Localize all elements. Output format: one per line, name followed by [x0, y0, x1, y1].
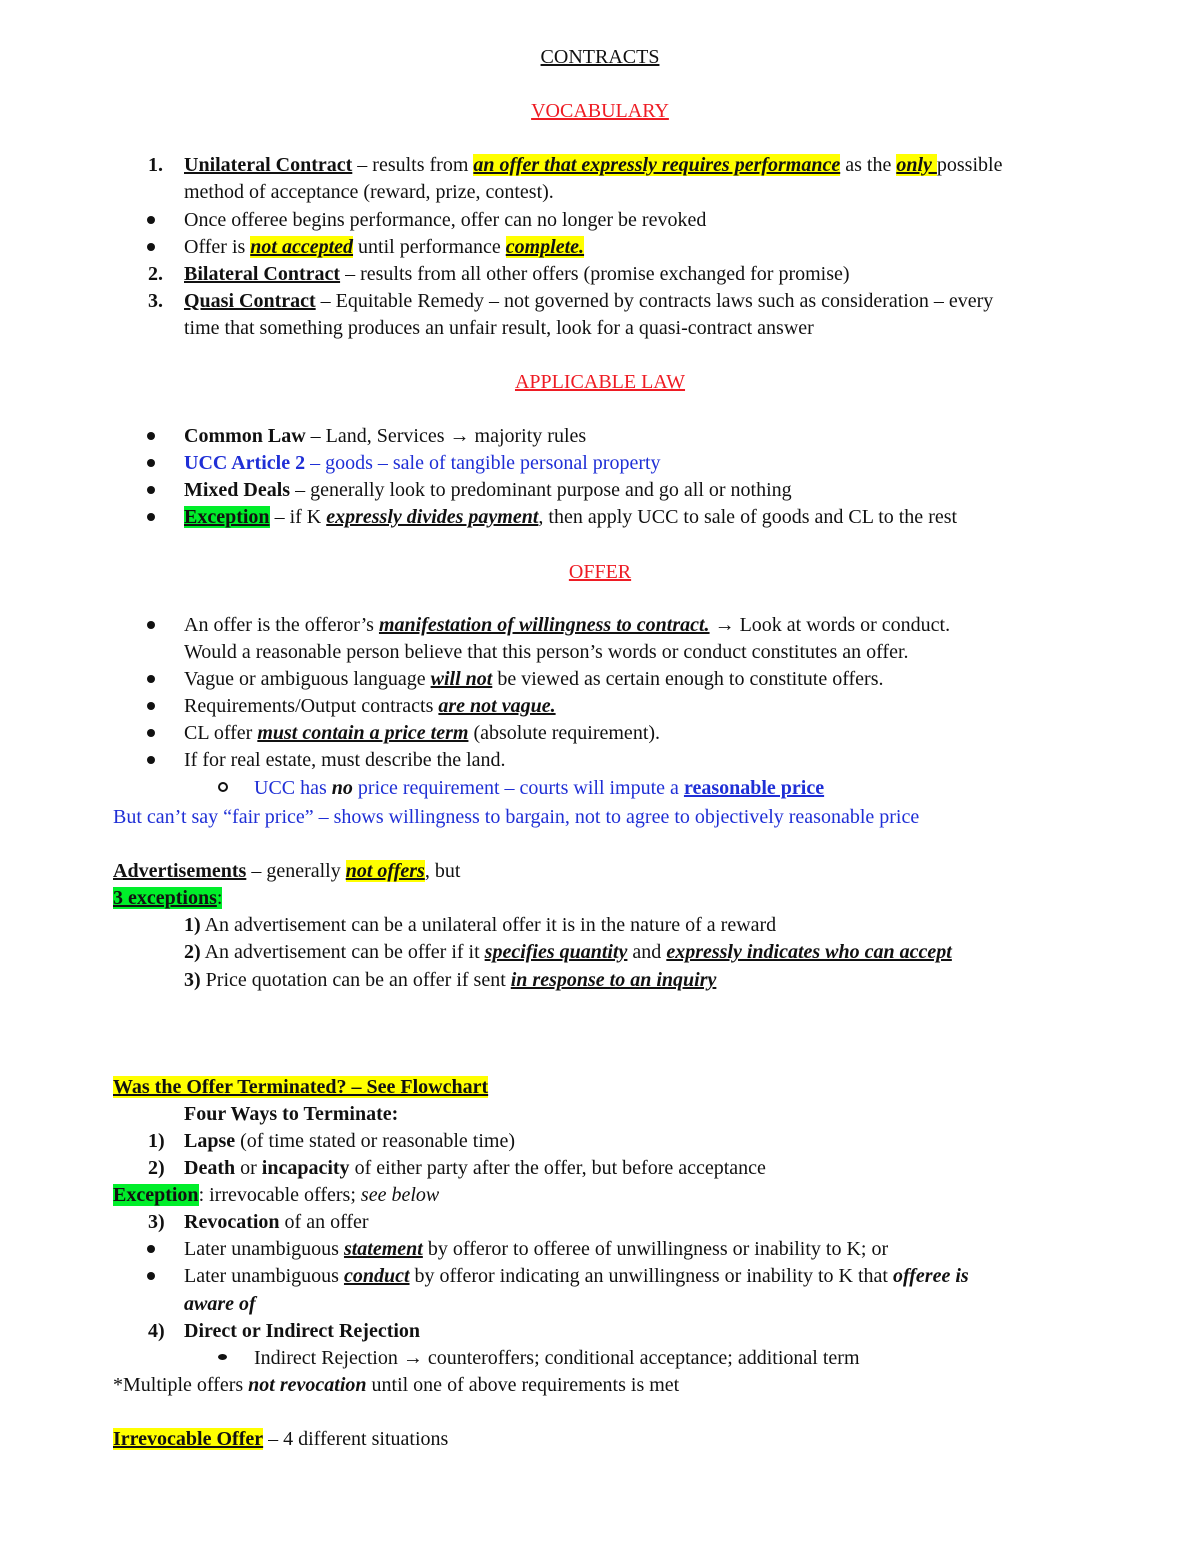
highlight-3-exceptions: 3 exceptions: [113, 887, 217, 909]
exception-item-3: 3) Price quotation can be an offer if sent in response to an inquiry: [184, 969, 717, 991]
list-number: 3): [148, 1211, 165, 1233]
highlight-not-offers: not offers: [345, 860, 425, 882]
exceptions-heading: 3 exceptions:: [113, 887, 223, 909]
bullet-icon: [147, 513, 155, 521]
highlight-expressly-requires: an offer that expressly requires performance: [473, 154, 841, 176]
highlight-complete: complete.: [505, 236, 585, 258]
bullet-icon: [147, 1245, 155, 1253]
list-item: Offer is not accepted until performance complete.: [184, 236, 585, 258]
highlight-exception: Exception: [113, 1184, 199, 1206]
bullet-icon: [147, 243, 155, 251]
document-title: CONTRACTS: [540, 46, 660, 68]
highlight-only: only: [896, 154, 937, 176]
revocation-item: Revocation of an offer: [184, 1211, 369, 1233]
circle-bullet-icon: [218, 782, 228, 792]
fair-price-note: But can’t say “fair price” – shows willingness to bargain, not to agree to objectively reasonable price: [113, 806, 920, 828]
list-number: 1): [148, 1130, 165, 1152]
section-heading-applicable-law: APPLICABLE LAW: [514, 371, 686, 393]
term-common-law: Common Law: [184, 425, 306, 447]
termination-heading: Was the Offer Terminated? – See Flowchart: [113, 1076, 489, 1098]
bullet-icon: [147, 432, 155, 440]
list-number: 2): [148, 1157, 165, 1179]
list-number: 4): [148, 1320, 165, 1342]
list-item: Requirements/Output contracts are not vague.: [184, 695, 556, 717]
common-law-item: Common Law – Land, Services → majority rules: [184, 425, 587, 447]
list-number: 3.: [148, 290, 163, 312]
bullet-icon: [147, 486, 155, 494]
term-ucc-article-2: UCC Article 2: [184, 452, 306, 474]
multiple-offers-note: *Multiple offers not revocation until one of above requirements is met: [113, 1374, 680, 1396]
list-item: CL offer must contain a price term (absolute requirement).: [184, 722, 661, 744]
term-unilateral-contract: Unilateral Contract: [184, 154, 353, 176]
quasi-contract-item: Quasi Contract – Equitable Remedy – not governed by contracts laws such as consideration – every: [184, 290, 994, 312]
advertisements-line: Advertisements – generally not offers, but: [113, 860, 461, 882]
list-item: Later unambiguous conduct by offeror indicating an unwillingness or inability to K that offeree is: [184, 1265, 969, 1287]
lapse-item: Lapse (of time stated or reasonable time): [184, 1130, 516, 1152]
indirect-rejection-subitem: Indirect Rejection → counteroffers; conditional acceptance; additional term: [254, 1347, 860, 1369]
termination-exception-line: Exception: irrevocable offers; see below: [113, 1184, 440, 1206]
list-item: Later unambiguous statement by offeror to offeree of unwillingness or inability to K; or: [184, 1238, 889, 1260]
list-item-line2: Would a reasonable person believe that this person’s words or conduct constitutes an offer.: [184, 641, 909, 663]
highlight-irrevocable-offer: Irrevocable Offer: [113, 1428, 264, 1450]
bullet-icon: [147, 675, 155, 683]
four-ways-heading: Four Ways to Terminate:: [184, 1103, 399, 1125]
bullet-icon: [147, 756, 155, 764]
bullet-icon: [147, 702, 155, 710]
bullet-icon: [147, 216, 155, 224]
quasi-contract-line2: time that something produces an unfair result, look for a quasi-contract answer: [184, 317, 814, 339]
mixed-deals-item: Mixed Deals – generally look to predominant purpose and go all or nothing: [184, 479, 792, 501]
section-heading-vocabulary: VOCABULARY: [531, 100, 669, 122]
bullet-icon: [147, 459, 155, 467]
bullet-icon: [218, 1354, 227, 1360]
term-bilateral-contract: Bilateral Contract: [184, 263, 341, 285]
list-number: 2.: [148, 263, 163, 285]
death-incapacity-item: Death or incapacity of either party after the offer, but before acceptance: [184, 1157, 766, 1179]
rejection-item: Direct or Indirect Rejection: [184, 1320, 421, 1342]
irrevocable-offer-line: Irrevocable Offer – 4 different situations: [113, 1428, 449, 1450]
unilateral-contract-line2: method of acceptance (reward, prize, contest).: [184, 181, 554, 203]
list-item: An offer is the offeror’s manifestation of willingness to contract. → Look at words or conduct.: [184, 614, 951, 636]
term-quasi-contract: Quasi Contract: [184, 290, 316, 312]
term-mixed-deals: Mixed Deals: [184, 479, 291, 501]
bullet-icon: [147, 621, 155, 629]
list-item-line2: aware of: [184, 1293, 256, 1315]
highlight-not-accepted: not accepted: [250, 236, 354, 258]
exception-item: Exception – if K expressly divides payment, then apply UCC to sale of goods and CL to the rest: [184, 506, 958, 528]
list-item: Vague or ambiguous language will not be viewed as certain enough to constitute offers.: [184, 668, 884, 690]
list-item: If for real estate, must describe the land.: [184, 749, 506, 771]
section-heading-offer: OFFER: [568, 561, 632, 583]
ucc-price-subitem: UCC has no price requirement – courts will impute a reasonable price: [254, 777, 825, 799]
highlight-exception: Exception: [184, 506, 270, 528]
exception-item-2: 2) An advertisement can be offer if it specifies quantity and expressly indicates who can accept: [184, 941, 952, 963]
ucc-article-item: UCC Article 2 – goods – sale of tangible personal property: [184, 452, 661, 474]
bilateral-contract-item: Bilateral Contract – results from all other offers (promise exchanged for promise): [184, 263, 850, 285]
bullet-icon: [147, 729, 155, 737]
term-advertisements: Advertisements: [113, 860, 247, 882]
list-item: Once offeree begins performance, offer can no longer be revoked: [184, 209, 707, 231]
exception-item-1: 1) An advertisement can be a unilateral offer it is in the nature of a reward: [184, 914, 777, 936]
list-number: 1.: [148, 154, 163, 176]
unilateral-contract-item: Unilateral Contract – results from an offer that expressly requires performance as the only possible: [184, 154, 1003, 176]
term-reasonable-price: reasonable price: [683, 777, 825, 799]
bullet-icon: [147, 1272, 155, 1280]
